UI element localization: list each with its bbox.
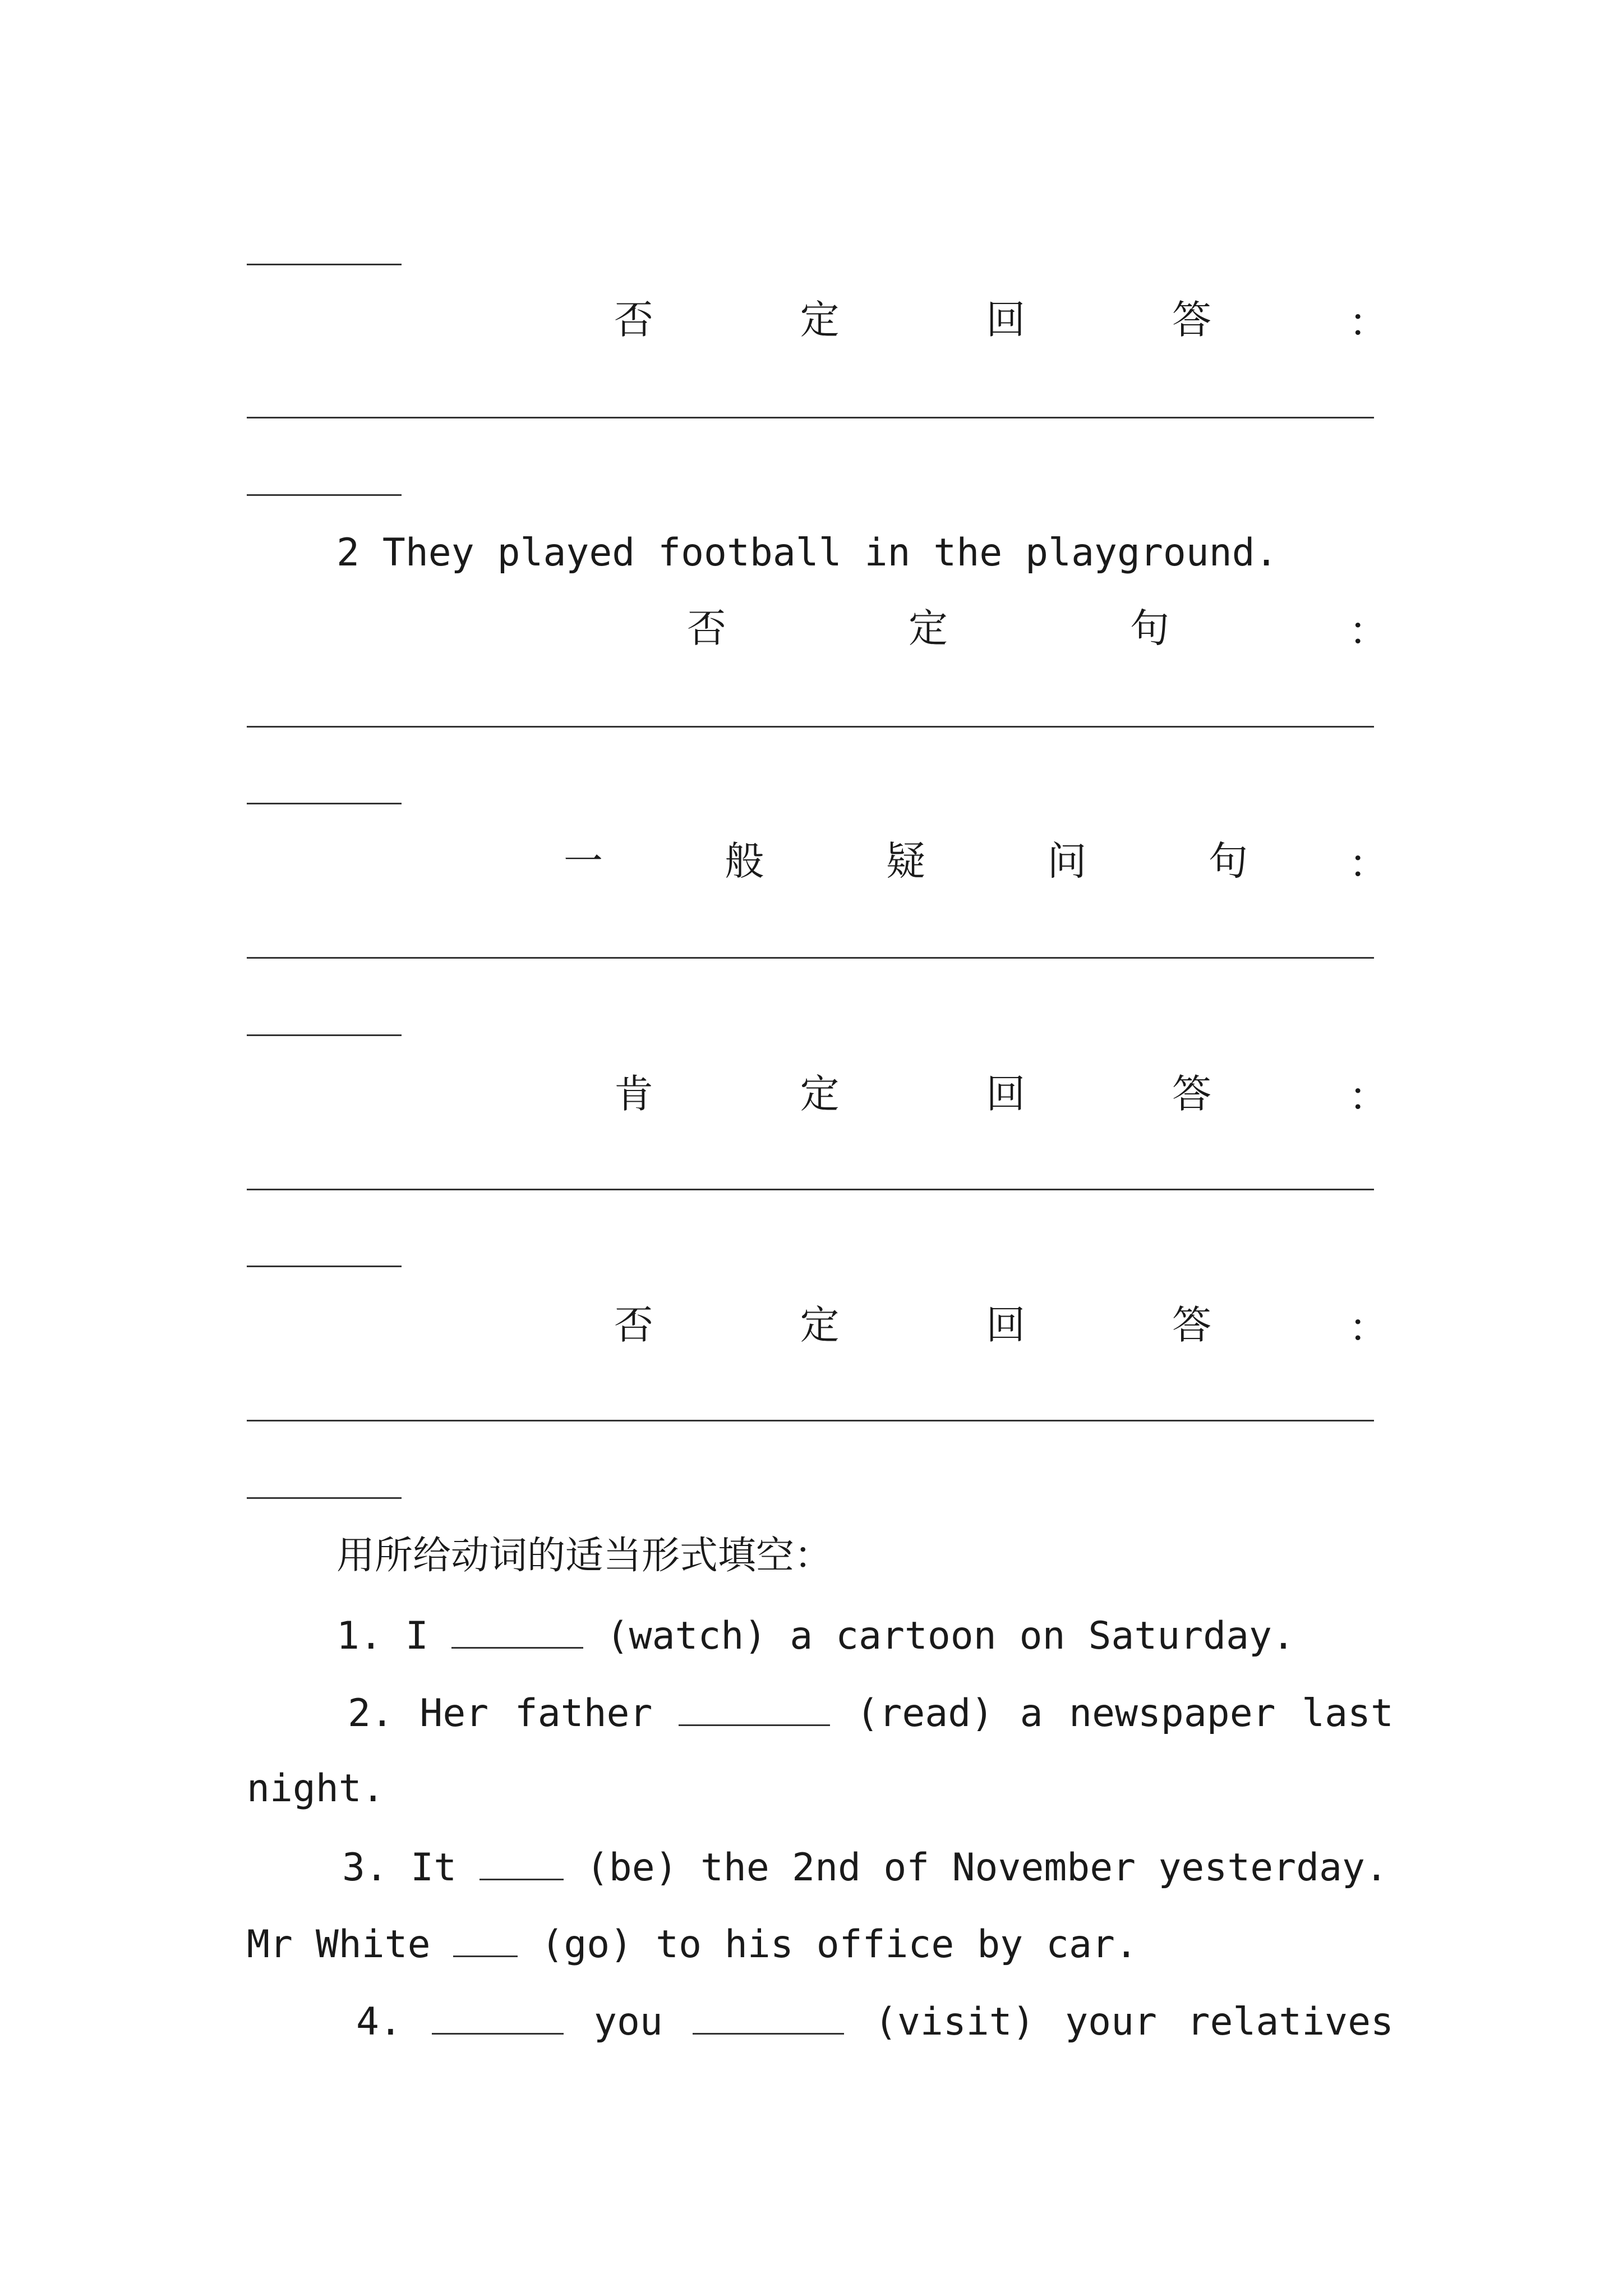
fill-blank[interactable] — [453, 1924, 518, 1957]
question-2-sentence: 2 They played football in the playground. — [336, 531, 1278, 575]
answer-blank-line — [247, 803, 402, 804]
negative-sentence-label: 否 定 句 — [687, 605, 1169, 651]
general-question-label: 一 般 疑 问 句 — [564, 838, 1248, 884]
answer-blank-line — [247, 417, 1374, 418]
fill-blank[interactable] — [432, 2001, 564, 2035]
answer-blank-line — [247, 494, 402, 496]
answer-blank-line — [247, 264, 402, 265]
label-colon: ： — [1349, 1074, 1388, 1120]
fill-blank[interactable] — [679, 1693, 830, 1726]
neg-answer-label: 否 定 回 答 — [614, 1302, 1211, 1348]
answer-blank-line — [247, 726, 1374, 728]
label-colon: ： — [1349, 608, 1388, 654]
pos-answer-label: 肯 定 回 答 — [614, 1071, 1211, 1117]
answer-blank-line — [247, 957, 1374, 959]
answer-blank-line — [247, 1266, 402, 1267]
fill-blank[interactable] — [693, 2001, 844, 2035]
answer-blank-line — [247, 1497, 402, 1499]
fill-blank[interactable] — [451, 1616, 583, 1649]
exercise-item-2-continued: night. — [247, 1766, 385, 1811]
fill-blank[interactable] — [479, 1847, 564, 1880]
label-colon: ： — [1349, 1305, 1388, 1351]
exercise-instruction: 用所给动词的适当形式填空： — [336, 1534, 833, 1578]
exercise-item-1: 1. I (watch) a cartoon on Saturday. — [336, 1614, 1295, 1658]
exercise-item-2: 2. Her father (read) a newspaper last — [348, 1691, 1394, 1736]
answer-blank-line — [247, 1189, 1374, 1190]
neg-answer-label: 否 定 回 答 — [614, 297, 1211, 343]
exercise-item-3-continued: Mr White (go) to his office by car. — [247, 1922, 1138, 1967]
label-colon: ： — [1349, 300, 1388, 346]
exercise-item-3: 3. It (be) the 2nd of November yesterday. — [342, 1846, 1388, 1890]
label-colon: ： — [1349, 841, 1388, 887]
answer-blank-line — [247, 1034, 402, 1036]
exercise-item-4: 4. you (visit) your relatives — [356, 2000, 1394, 2044]
answer-blank-line — [247, 1420, 1374, 1421]
